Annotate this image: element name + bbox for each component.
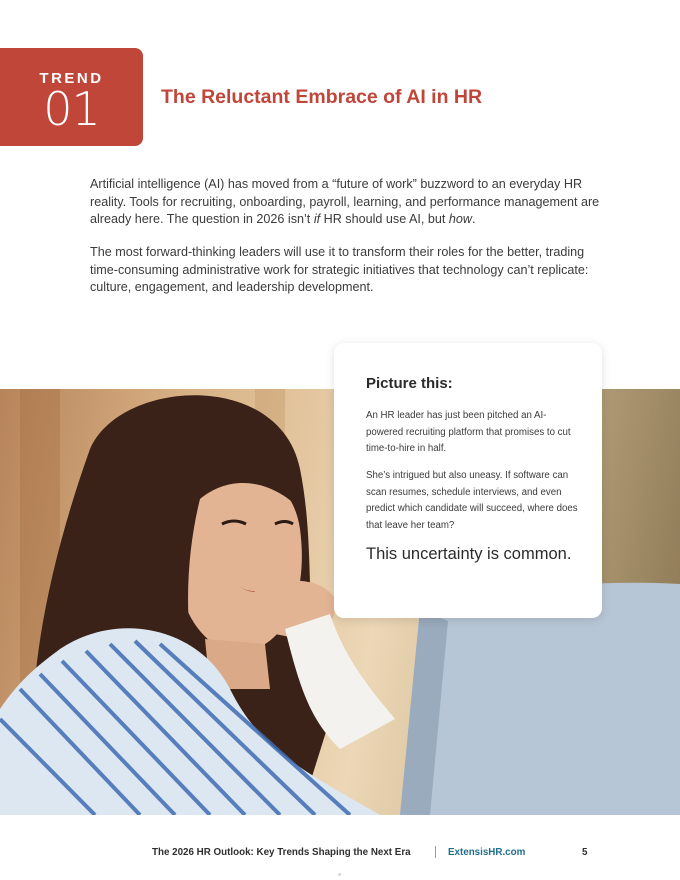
trend-badge — [0, 48, 143, 146]
section-title: The Reluctant Embrace of AI in HR — [161, 86, 483, 108]
page-number: 5 — [582, 847, 588, 858]
page-marker-dot — [338, 873, 341, 876]
footer-website-link[interactable]: ExtensisHR.com — [448, 847, 526, 858]
trend-label: TREND — [39, 70, 104, 87]
footer-divider — [435, 846, 436, 858]
page-footer — [0, 847, 680, 863]
callout-heading: Picture this: — [366, 375, 453, 392]
footer-title: The 2026 HR Outlook: Key Trends Shaping the Next Era — [152, 847, 411, 858]
callout-emphasis: This uncertainty is common. — [366, 545, 572, 563]
intro-text-end: . — [472, 212, 476, 226]
callout-paragraph-1: An HR leader has just been pitched an AI-powered recruiting platform that promises to cut time-to-hire in half. — [366, 410, 571, 454]
intro-emphasis-how: how — [448, 212, 473, 226]
intro-emphasis-if: if — [313, 212, 321, 226]
callout-card — [334, 343, 602, 618]
intro-text-a: Artificial intelligence (AI) has moved from a “future of work” buzzword to an everyday HR reality. Tools for recruiting, onboarding, payroll, learning, and performance management are already here. The question in 2026 isn’t — [90, 177, 600, 226]
intro-text-b: HR should use AI, but — [320, 212, 449, 226]
intro-paragraph-2: The most forward-thinking leaders will use it to transform their roles for the better, trading time-consuming administrative work for strategic initiatives that technology can’t replicate: culture, engagement, and leadership development. — [90, 245, 589, 294]
intro-paragraph-1 — [90, 176, 600, 229]
callout-paragraph-2: She’s intrigued but also uneasy. If software can scan resumes, schedule interviews, and even predict which candidate will succeed, where does that leave her team? — [366, 470, 578, 531]
trend-number: 01 — [43, 82, 100, 136]
